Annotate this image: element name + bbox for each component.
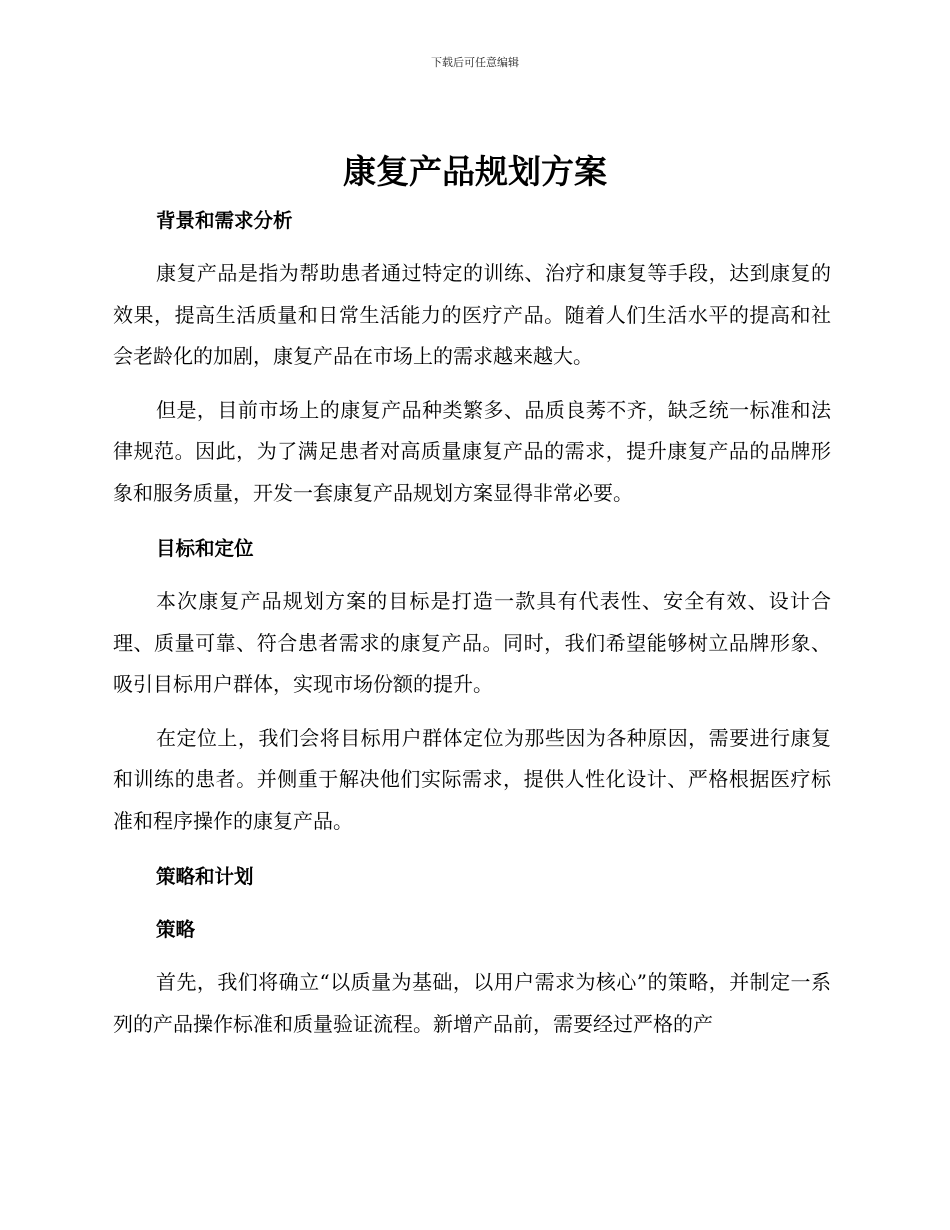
paragraph: 但是，目前市场上的康复产品种类繁多、品质良莠不齐，缺乏统一标准和法律规范。因此，为了满足患者对高质量康复产品的需求，提升康复产品的品牌形象和服务质量，开发一套康复产品规划方案显得非常必要。 bbox=[113, 397, 831, 505]
section-heading-strategy: 策略和计划 bbox=[156, 865, 254, 888]
paragraph: 康复产品是指为帮助患者通过特定的训练、治疗和康复等手段，达到康复的效果，提高生活质量和日常生活能力的医疗产品。随着人们生活水平的提高和社会老龄化的加剧，康复产品在市场上的需求越来越大。 bbox=[113, 261, 831, 368]
paragraph: 首先，我们将确立“以质量为基础，以用户需求为核心”的策略，并制定一系列的产品操作标准和质量验证流程。新增产品前，需要经过严格的产 bbox=[113, 970, 831, 1036]
document-body bbox=[113, 200, 831, 1045]
paragraph: 本次康复产品规划方案的目标是打造一款具有代表性、安全有效、设计合理、质量可靠、符合患者需求的康复产品。同时，我们希望能够树立品牌形象、吸引目标用户群体，实现市场份额的提升。 bbox=[113, 589, 831, 696]
subsection-heading-strategy: 策略 bbox=[156, 918, 196, 941]
paragraph: 在定位上，我们会将目标用户群体定位为那些因为各种原因，需要进行康复和训练的患者。并侧重于解决他们实际需求，提供人性化设计、严格根据医疗标准和程序操作的康复产品。 bbox=[113, 725, 831, 833]
header-note: 下载后可任意编辑 bbox=[431, 56, 519, 69]
section-heading-background: 背景和需求分析 bbox=[156, 209, 293, 232]
section-heading-goals: 目标和定位 bbox=[156, 537, 254, 560]
document-title: 康复产品规划方案 bbox=[343, 152, 607, 191]
